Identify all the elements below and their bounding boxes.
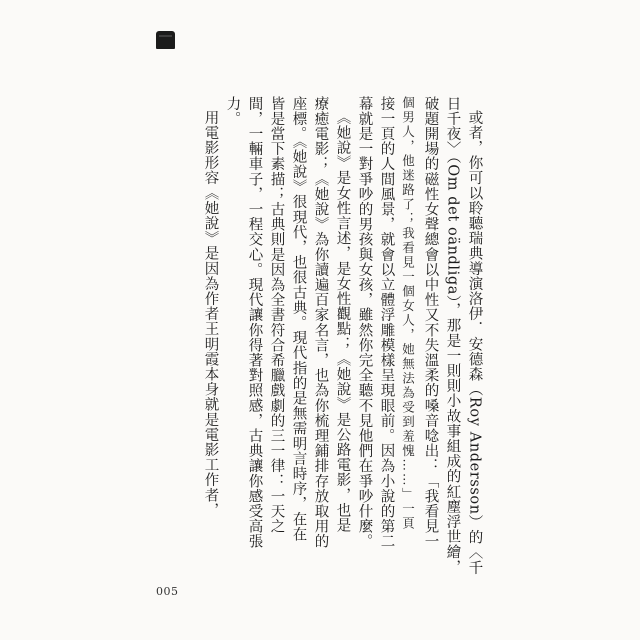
text-column: 皆是當下素描；古典則是因為全書符合希臘戲劇的三一律：一天之	[268, 96, 285, 534]
text-column: 間，一輛車子，一程交心。現代讓你得著對照感，古典讓你感受高張	[246, 96, 263, 549]
text-column: 接一頁的人間風景，就會以立體浮雕模樣呈現眼前。因為小說的第二	[378, 96, 395, 549]
corner-mark	[156, 31, 175, 49]
text-column: 《她說》是女性言述，是女性觀點；《她說》是公路電影，也是	[334, 110, 351, 533]
text-column: 日千夜〉（Om det oändliga），那是一則則小故事組成的紅塵浮世繪，	[444, 96, 461, 575]
text-column: 或者，你可以聆聽瑞典導演洛伊．安德森（Roy Andersson）的〈千	[466, 110, 483, 576]
text-column: 用電影形容《她說》是因為作者王明霞本身就是電影工作者，	[202, 110, 219, 518]
text-column: 座標。《她說》很現代，也很古典。現代指的是無需明言時序，在在	[290, 96, 307, 542]
text-column: 療癒電影；《她說》為你讀遍百家名言，也為你梳理鋪排存放取用的	[312, 96, 329, 549]
quote-column: 個男人，他迷路了；我看見一個女人，她無法為受到羞愧……」一頁	[400, 96, 416, 531]
page-number: 005	[156, 585, 179, 598]
text-column: 幕就是一對爭吵的男孩與女孩，雖然你完全聽不見他們在爭吵什麼。	[356, 96, 373, 549]
text-column: 力。	[224, 96, 241, 127]
text-column: 破題開場的磁性女聲總會以中性又不失溫柔的嗓音唸出：「我看見一	[422, 96, 439, 549]
